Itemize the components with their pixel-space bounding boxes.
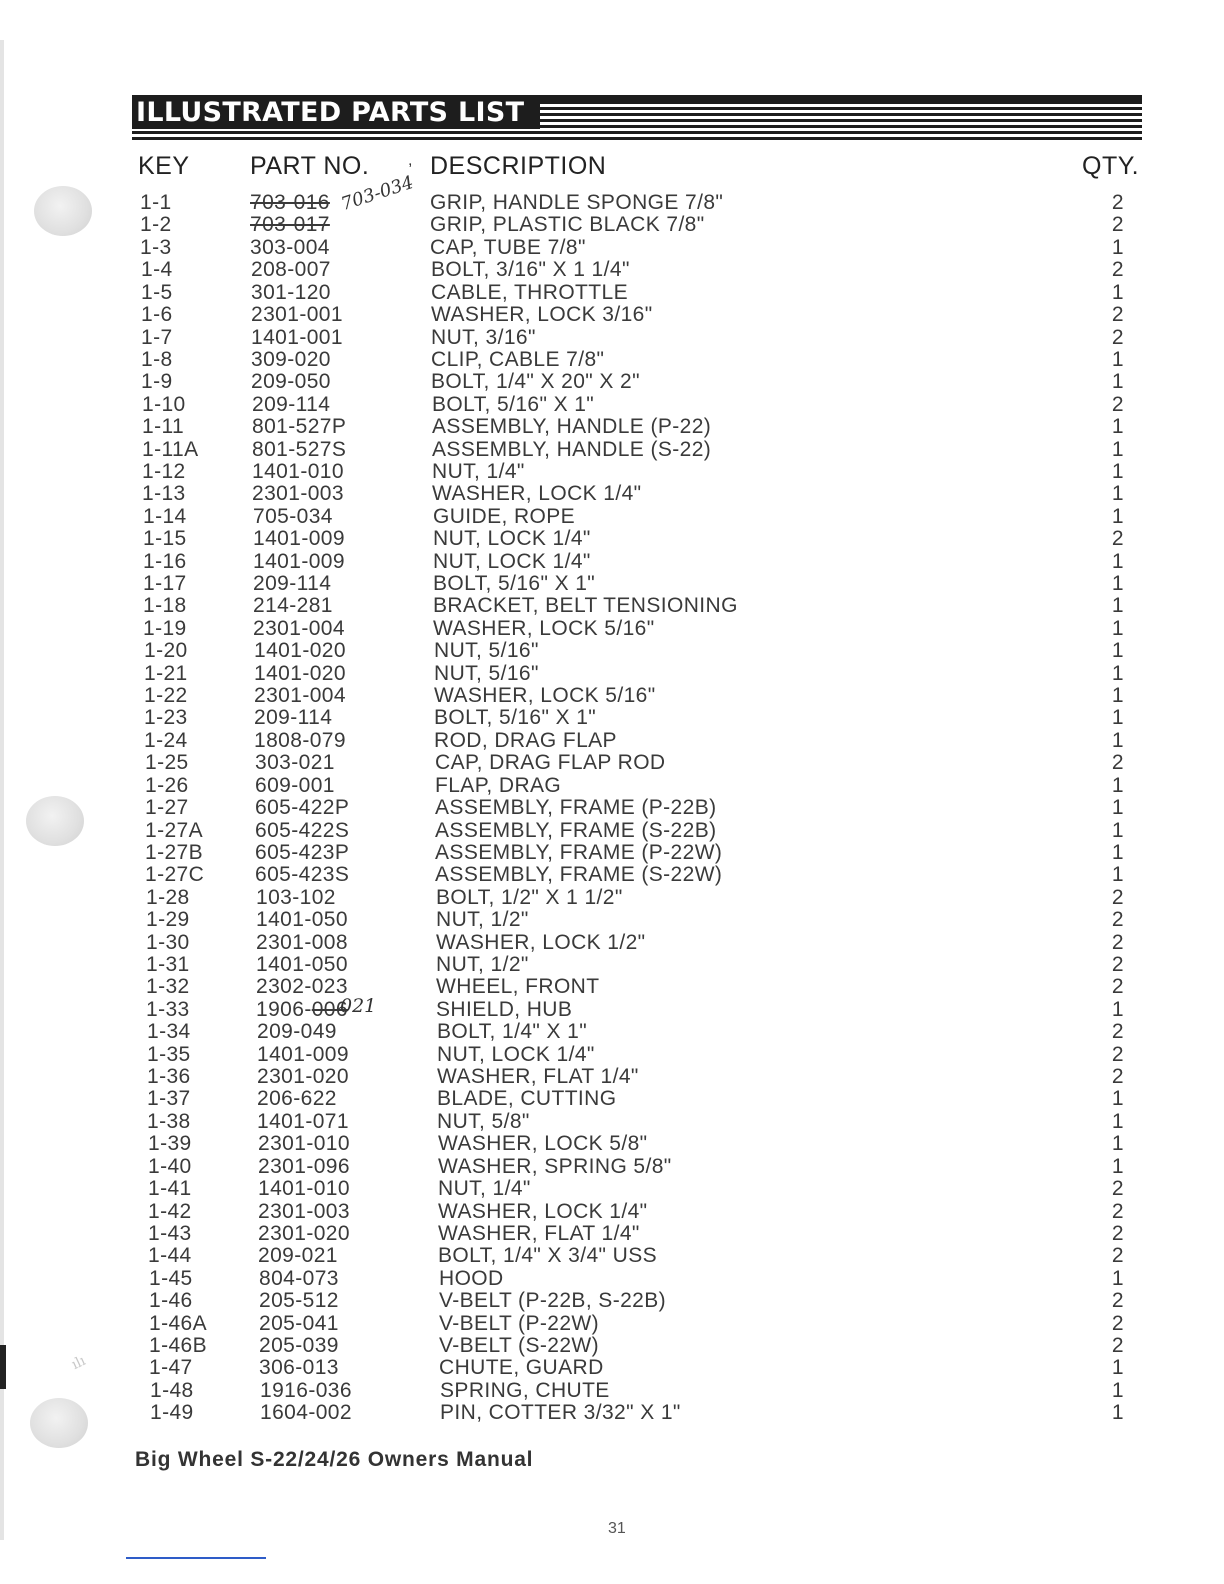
part-qty-cell: 2 [1111,325,1124,349]
part-key-cell: 1-12 [142,459,186,483]
part-key-cell: 1-19 [143,616,187,640]
table-row [0,1111,1224,1133]
table-row [0,1357,1224,1379]
part-qty-cell: 1 [1111,437,1124,461]
part-number-cell: 2301-004 [254,684,346,707]
part-number-cell: 1604-002 [260,1401,352,1425]
part-qty-cell: 1 [1111,280,1124,304]
part-qty-cell: 1 [1111,459,1124,483]
part-number-cell: 703-016 [250,191,330,214]
part-key-cell: 1-23 [144,706,188,730]
part-key-cell: 1-7 [141,325,173,349]
table-row [0,573,1224,595]
part-number-cell: 209-114 [254,706,333,730]
part-number-cell: 208-007 [251,258,331,282]
table-row [0,371,1224,393]
part-number-cell: 1401-001 [251,325,343,349]
part-number-cell: 801-527P [252,415,347,439]
part-number-cell: 1401-020 [254,661,346,685]
table-row [0,1044,1224,1066]
part-key-cell: 1-34 [147,1020,191,1044]
page-number: 31 [608,1520,626,1537]
part-key-cell: 1-35 [147,1042,191,1066]
table-row [0,483,1224,505]
table-row [0,1178,1224,1200]
table-row [0,439,1224,461]
part-qty-cell: 2 [1111,213,1124,237]
part-qty-cell: 1 [1111,661,1124,685]
part-key-cell: 1-27 [145,796,189,820]
part-number-cell: 605-423S [255,863,350,887]
part-qty-cell: 1 [1111,370,1124,394]
part-key-cell: 1-32 [146,975,190,999]
table-row [0,1088,1224,1110]
part-key-cell: 1-20 [144,639,188,663]
part-key-cell: 1-21 [144,661,188,685]
part-description-cell: SHIELD, HUB [436,997,573,1021]
table-row [0,1223,1224,1245]
table-row [0,1335,1224,1357]
part-qty-cell: 2 [1111,952,1124,976]
part-qty-cell: 2 [1111,303,1124,327]
part-description-cell: BOLT, 1/2" X 1 1/2" [436,885,623,909]
part-qty-cell: 1 [1111,639,1124,663]
part-description-cell: ASSEMBLY, FRAME (S-22W) [435,863,723,887]
part-description-cell: ROD, DRAG FLAP [434,728,617,752]
table-row [0,1066,1224,1088]
table-row [0,618,1224,640]
table-row [0,752,1224,774]
part-description-cell: NUT, 3/16" [431,325,536,349]
part-number-cell: 1401-009 [253,527,345,551]
part-number-cell: 2301-020 [258,1221,350,1245]
part-qty-cell: 1 [1111,572,1124,595]
part-number-cell: 309-020 [251,347,331,371]
table-row [0,932,1224,954]
table-row [0,1402,1224,1424]
table-row [0,416,1224,438]
part-number-cell: 303-004 [250,235,330,259]
table-row [0,887,1224,909]
part-description-cell: NUT, 1/4" [432,459,525,483]
part-description-cell: WASHER, LOCK 5/16" [434,684,656,707]
part-number-cell: 209-050 [251,370,331,394]
part-key-cell: 1-2 [140,213,172,237]
part-description-cell: NUT, LOCK 1/4" [433,527,591,551]
part-key-cell: 1-3 [140,235,172,259]
table-row [0,528,1224,550]
part-description-cell: CAP, TUBE 7/8" [430,235,586,259]
part-qty-cell: 1 [1111,863,1124,887]
table-row [0,820,1224,842]
part-number-cell: 804-073 [259,1266,339,1290]
part-description-cell: NUT, 1/2" [436,952,529,976]
part-number-cell: 209-049 [257,1020,337,1044]
table-row [0,1268,1224,1290]
part-number-cell: 1916-036 [260,1378,352,1402]
table-row [0,214,1224,236]
part-qty-cell: 1 [1111,616,1124,640]
part-key-cell: 1-28 [146,885,190,909]
table-row [0,707,1224,729]
part-qty-cell: 1 [1111,1132,1124,1156]
part-key-cell: 1-26 [145,773,189,797]
part-description-cell: ASSEMBLY, FRAME (S-22B) [435,818,717,842]
table-row [0,909,1224,931]
part-number-cell: 605-423P [255,840,350,864]
part-key-cell: 1-11A [142,437,199,461]
part-description-cell: NUT, 1/2" [436,908,529,932]
part-description-cell: BOLT, 3/16" X 1 1/4" [431,258,630,282]
part-key-cell: 1-5 [141,280,173,304]
part-description-cell: NUT, 1/4" [438,1177,531,1200]
part-number-cell: 1401-020 [254,639,346,663]
table-row [0,730,1224,752]
part-number-cell: 2301-096 [258,1154,350,1178]
table-row [0,461,1224,483]
part-key-cell: 1-39 [148,1132,192,1156]
part-description-cell: SPRING, CHUTE [440,1378,610,1402]
part-description-cell: FLAP, DRAG [435,773,562,797]
part-description-cell: WASHER, FLAT 1/4" [437,1065,639,1088]
part-key-cell: 1-25 [145,751,189,775]
part-description-cell: V-BELT (P-22W) [439,1311,600,1335]
table-row [0,842,1224,864]
part-qty-cell: 2 [1111,885,1124,909]
part-description-cell: CABLE, THROTTLE [431,280,628,304]
part-number-cell: 1906-006 [256,997,348,1021]
part-description-cell: NUT, LOCK 1/4" [433,549,591,573]
part-description-cell: ASSEMBLY, HANDLE (S-22) [432,437,712,461]
part-description-cell: BOLT, 5/16" X 1" [434,706,597,730]
part-description-cell: GRIP, HANDLE SPONGE 7/8" [430,191,724,214]
part-qty-cell: 2 [1111,1020,1124,1044]
part-number-cell: 303-021 [255,751,335,775]
part-number-cell: 705-034 [253,504,333,528]
table-row [0,954,1224,976]
part-description-cell: NUT, 5/16" [434,661,539,685]
part-description-cell: NUT, 5/16" [434,639,539,663]
part-qty-cell: 1 [1111,818,1124,842]
page-title: ILLUSTRATED PARTS LIST [132,95,530,129]
part-qty-cell: 2 [1111,392,1124,416]
part-qty-cell: 2 [1111,751,1124,775]
part-description-cell: WASHER, LOCK 1/2" [436,930,646,954]
part-key-cell: 1-1 [140,191,172,214]
table-row [0,349,1224,371]
part-description-cell: WASHER, LOCK 5/8" [438,1132,648,1156]
part-number-cell: 801-527S [252,437,347,461]
part-description-cell: WASHER, LOCK 1/4" [432,482,642,506]
part-qty-cell: 2 [1111,1221,1124,1245]
part-key-cell: 1-48 [150,1378,194,1402]
table-row [0,976,1224,998]
part-qty-cell: 1 [1111,1378,1124,1402]
part-qty-cell: 2 [1111,1333,1124,1357]
part-key-cell: 1-16 [143,549,187,573]
table-row [0,1290,1224,1312]
part-qty-cell: 2 [1111,975,1124,999]
part-number-cell: 1401-050 [256,952,348,976]
part-key-cell: 1-6 [141,303,173,327]
part-number-cell: 605-422S [255,818,350,842]
part-description-cell: WASHER, SPRING 5/8" [438,1154,672,1178]
title-bar [132,95,1142,143]
table-row [0,237,1224,259]
part-key-cell: 1-47 [149,1356,193,1380]
part-key-cell: 1-9 [141,370,173,394]
part-key-cell: 1-10 [142,392,186,416]
part-qty-cell: 1 [1111,684,1124,707]
part-key-cell: 1-8 [141,347,173,371]
pencil-scribble: ılı [69,1352,89,1374]
part-description-cell: NUT, 5/8" [437,1109,530,1133]
table-row [0,259,1224,281]
part-qty-cell: 1 [1111,415,1124,439]
handwritten-note-replacement-part: 703-034 [338,171,417,216]
part-description-cell: V-BELT (P-22B, S-22B) [439,1289,667,1313]
part-qty-cell: 2 [1111,191,1124,214]
part-number-cell: 214-281 [253,594,333,618]
part-qty-cell: 1 [1111,796,1124,820]
part-description-cell: HOOD [439,1266,504,1290]
part-description-cell: ASSEMBLY, FRAME (P-22W) [435,840,723,864]
table-row [0,551,1224,573]
part-qty-cell: 1 [1111,997,1124,1021]
part-qty-cell: 1 [1111,347,1124,371]
part-key-cell: 1-46 [149,1289,193,1313]
part-key-cell: 1-42 [148,1199,192,1223]
part-description-cell: GUIDE, ROPE [433,504,576,528]
part-number-cell: 206-622 [257,1087,337,1111]
part-key-cell: 1-14 [143,504,187,528]
part-description-cell: BRACKET, BELT TENSIONING [433,594,738,618]
part-key-cell: 1-15 [143,527,187,551]
part-number-cell: 1401-009 [257,1042,349,1066]
part-key-cell: 1-13 [142,482,186,506]
part-description-cell: BOLT, 1/4" X 20" X 2" [431,370,640,394]
part-number-cell: 703-017 [250,213,330,237]
part-qty-cell: 1 [1111,1109,1124,1133]
part-number-cell: 2301-004 [253,616,345,640]
part-qty-cell: 1 [1111,840,1124,864]
part-number-cell: 1401-071 [257,1109,349,1133]
part-description-cell: BOLT, 5/16" X 1" [432,392,595,416]
table-row [0,1313,1224,1335]
part-qty-cell: 1 [1111,504,1124,528]
column-header-key: KEY [138,152,190,180]
part-qty-cell: 1 [1111,1266,1124,1290]
footer-manual-title: Big Wheel S-22/24/26 Owners Manual [135,1448,534,1471]
part-description-cell: WASHER, LOCK 3/16" [431,303,653,327]
part-qty-cell: 1 [1111,549,1124,573]
part-description-cell: WASHER, LOCK 1/4" [438,1199,648,1223]
part-qty-cell: 2 [1111,1177,1124,1200]
part-key-cell: 1-17 [143,572,187,595]
handwritten-note-hub-shield: 021 [340,995,377,1017]
part-key-cell: 1-31 [146,952,190,976]
struck-part-suffix: 006 [311,997,348,1021]
part-number-cell: 1401-050 [256,908,348,932]
table-row [0,192,1224,214]
part-qty-cell: 2 [1111,1244,1124,1268]
part-number-cell: 1808-079 [254,728,346,752]
part-description-cell: WASHER, FLAT 1/4" [438,1221,640,1245]
part-number-cell: 1401-010 [252,459,344,483]
part-number-cell: 2301-001 [251,303,343,327]
part-description-cell: BLADE, CUTTING [437,1087,617,1111]
part-description-cell: PIN, COTTER 3/32" X 1" [440,1401,681,1425]
part-number-cell: 2301-010 [258,1132,350,1156]
part-key-cell: 1-27C [145,863,205,887]
part-qty-cell: 2 [1111,1042,1124,1066]
table-row [0,595,1224,617]
part-key-cell: 1-46B [149,1333,208,1357]
part-number-cell: 2301-003 [258,1199,350,1223]
part-key-cell: 1-40 [148,1154,192,1178]
table-row [0,797,1224,819]
part-key-cell: 1-44 [148,1244,192,1268]
part-number-cell: 605-422P [255,796,350,820]
table-row [0,1021,1224,1043]
part-description-cell: ASSEMBLY, FRAME (P-22B) [435,796,717,820]
table-row [0,282,1224,304]
table-row [0,1156,1224,1178]
part-description-cell: V-BELT (S-22W) [439,1333,600,1357]
part-qty-cell: 1 [1111,728,1124,752]
part-key-cell: 1-29 [146,908,190,932]
part-qty-cell: 1 [1111,235,1124,259]
part-number-cell: 1401-010 [258,1177,350,1200]
part-key-cell: 1-41 [148,1177,192,1200]
part-number-cell: 1401-009 [253,549,345,573]
part-number-cell: 306-013 [259,1356,339,1380]
part-key-cell: 1-43 [148,1221,192,1245]
part-qty-cell: 1 [1111,482,1124,506]
part-number-cell: 209-114 [253,572,332,595]
table-row [0,864,1224,886]
table-row [0,327,1224,349]
part-number-cell: 205-039 [259,1333,339,1357]
blue-rule [126,1557,266,1559]
part-qty-cell: 2 [1111,1289,1124,1313]
table-row [0,1201,1224,1223]
part-description-cell: CAP, DRAG FLAP ROD [435,751,666,775]
part-key-cell: 1-24 [144,728,188,752]
part-description-cell: ASSEMBLY, HANDLE (P-22) [432,415,712,439]
part-qty-cell: 2 [1111,1311,1124,1335]
part-qty-cell: 2 [1111,1065,1124,1088]
part-description-cell: BOLT, 1/4" X 3/4" USS [438,1244,658,1268]
part-description-cell: BOLT, 1/4" X 1" [437,1020,588,1044]
part-description-cell: WHEEL, FRONT [436,975,600,999]
table-row [0,1245,1224,1267]
table-row [0,1133,1224,1155]
part-description-cell: WASHER, LOCK 5/16" [433,616,655,640]
part-key-cell: 1-33 [146,997,190,1021]
part-key-cell: 1-27A [145,818,204,842]
part-number-cell: 2301-003 [252,482,344,506]
part-qty-cell: 1 [1111,1087,1124,1111]
part-qty-cell: 2 [1111,527,1124,551]
table-row [0,394,1224,416]
part-key-cell: 1-30 [146,930,190,954]
part-description-cell: NUT, LOCK 1/4" [437,1042,595,1066]
part-qty-cell: 1 [1111,594,1124,618]
part-description-cell: BOLT, 5/16" X 1" [433,572,596,595]
part-number-cell: 205-512 [259,1289,339,1313]
part-number-cell: 301-120 [251,280,331,304]
part-qty-cell: 1 [1111,1356,1124,1380]
part-qty-cell: 2 [1111,930,1124,954]
part-key-cell: 1-37 [147,1087,191,1111]
part-description-cell: CHUTE, GUARD [439,1356,604,1380]
header-tick-mark: , [408,152,413,169]
part-key-cell: 1-18 [143,594,187,618]
part-key-cell: 1-36 [147,1065,191,1088]
table-row [0,304,1224,326]
part-key-cell: 1-45 [149,1266,193,1290]
part-qty-cell: 2 [1111,1199,1124,1223]
table-row [0,999,1224,1021]
part-number-cell: 209-114 [252,392,331,416]
part-qty-cell: 1 [1111,1154,1124,1178]
part-key-cell: 1-46A [149,1311,208,1335]
part-qty-cell: 1 [1111,706,1124,730]
part-key-cell: 1-27B [145,840,204,864]
part-key-cell: 1-11 [142,415,185,439]
part-description-cell: GRIP, PLASTIC BLACK 7/8" [430,213,705,237]
table-row [0,1380,1224,1402]
column-header-qty: QTY. [1082,152,1140,180]
part-qty-cell: 1 [1111,1401,1124,1425]
part-key-cell: 1-49 [150,1401,194,1425]
part-key-cell: 1-38 [147,1109,191,1133]
column-header-description: DESCRIPTION [430,152,607,180]
table-row [0,775,1224,797]
part-number-cell: 609-001 [255,773,335,797]
column-header-part-no: PART NO. [250,152,370,180]
part-number-cell: 209-021 [258,1244,338,1268]
part-qty-cell: 1 [1111,773,1124,797]
table-row [0,685,1224,707]
table-row [0,506,1224,528]
part-number-cell: 103-102 [256,885,336,909]
part-number-cell: 2302-023 [256,975,348,999]
part-qty-cell: 2 [1111,258,1124,282]
part-qty-cell: 2 [1111,908,1124,932]
part-description-cell: CLIP, CABLE 7/8" [431,347,605,371]
table-row [0,640,1224,662]
part-number-cell: 2301-008 [256,930,348,954]
part-key-cell: 1-4 [141,258,173,282]
part-number-cell: 205-041 [259,1311,339,1335]
table-row [0,663,1224,685]
part-key-cell: 1-22 [144,684,188,707]
part-number-cell: 2301-020 [257,1065,349,1088]
